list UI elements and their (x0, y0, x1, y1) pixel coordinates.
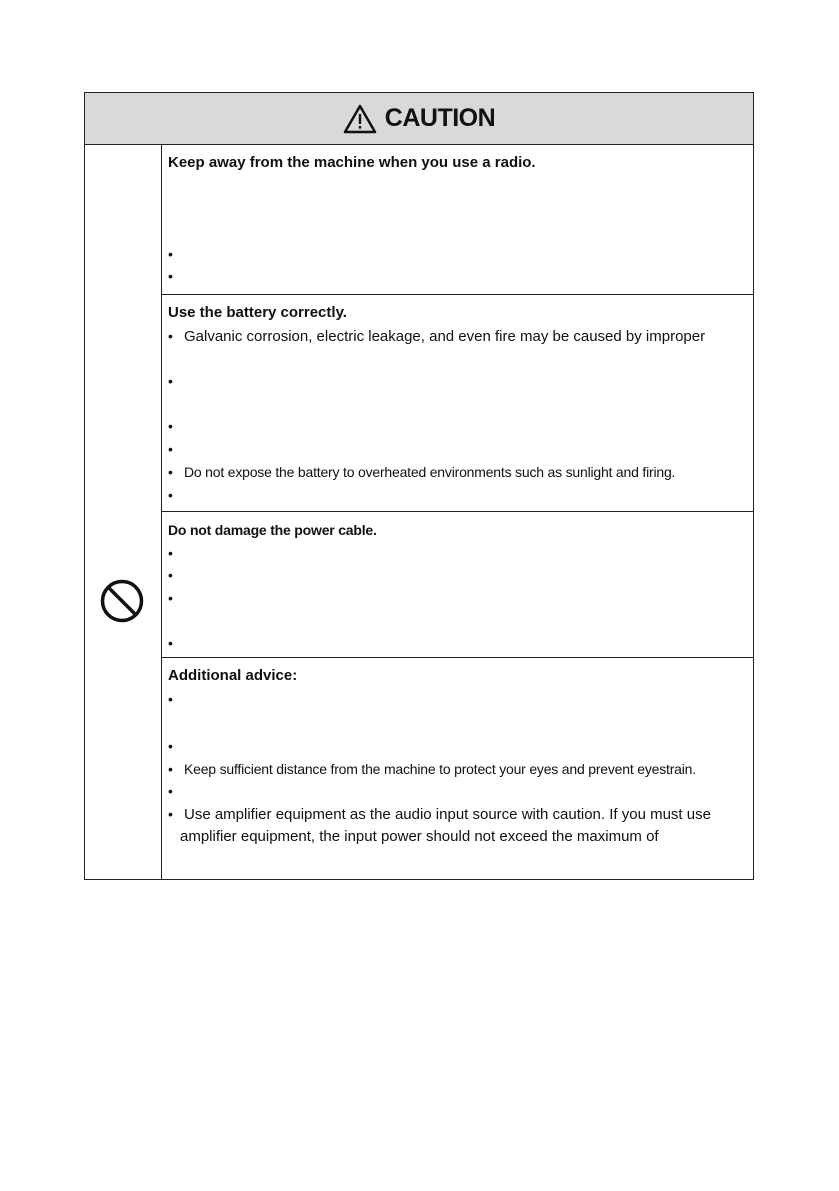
bullet-item (168, 564, 753, 587)
section-additional-advice (162, 658, 753, 879)
section-radio (162, 145, 753, 295)
bullet-item (168, 688, 753, 711)
bullet-item (168, 243, 753, 266)
bullet-item: • Keep sufficient distance from the machine to protect your eyes and prevent eyestrain. (168, 758, 753, 781)
warning-triangle-icon (343, 104, 377, 134)
caution-title: CAUTION (384, 104, 496, 132)
bullet-item: • Use amplifier equipment as the audio input source with caution. If you must use (168, 803, 753, 826)
section-title: Keep away from the machine when you use a radio. (168, 154, 536, 171)
bullet-item: • Galvanic corrosion, electric leakage, and even fire may be caused by improper (168, 325, 753, 348)
bullet-item (168, 780, 753, 803)
bullet-item (168, 632, 753, 655)
bullet-continuation: amplifier equipment, the input power should not exceed the maximum of (180, 827, 659, 845)
bullet-item (168, 542, 753, 565)
section-power-cable (162, 512, 753, 658)
bullet-item (168, 735, 753, 758)
bullet-item: • Do not expose the battery to overheated environments such as sunlight and firing. (168, 461, 753, 484)
prohibition-icon (99, 578, 145, 624)
bullet-item (168, 438, 753, 461)
bullet-item (168, 484, 753, 507)
bullet-item (168, 265, 753, 288)
caution-table (84, 92, 754, 880)
section-title: Do not damage the power cable. (168, 522, 377, 538)
section-battery (162, 295, 753, 512)
caution-header (85, 93, 753, 145)
bullet-item (168, 370, 753, 393)
bullet-item (168, 415, 753, 438)
bullet-item (168, 587, 753, 610)
section-title: Use the battery correctly. (168, 304, 347, 321)
section-title: Additional advice: (168, 667, 298, 684)
